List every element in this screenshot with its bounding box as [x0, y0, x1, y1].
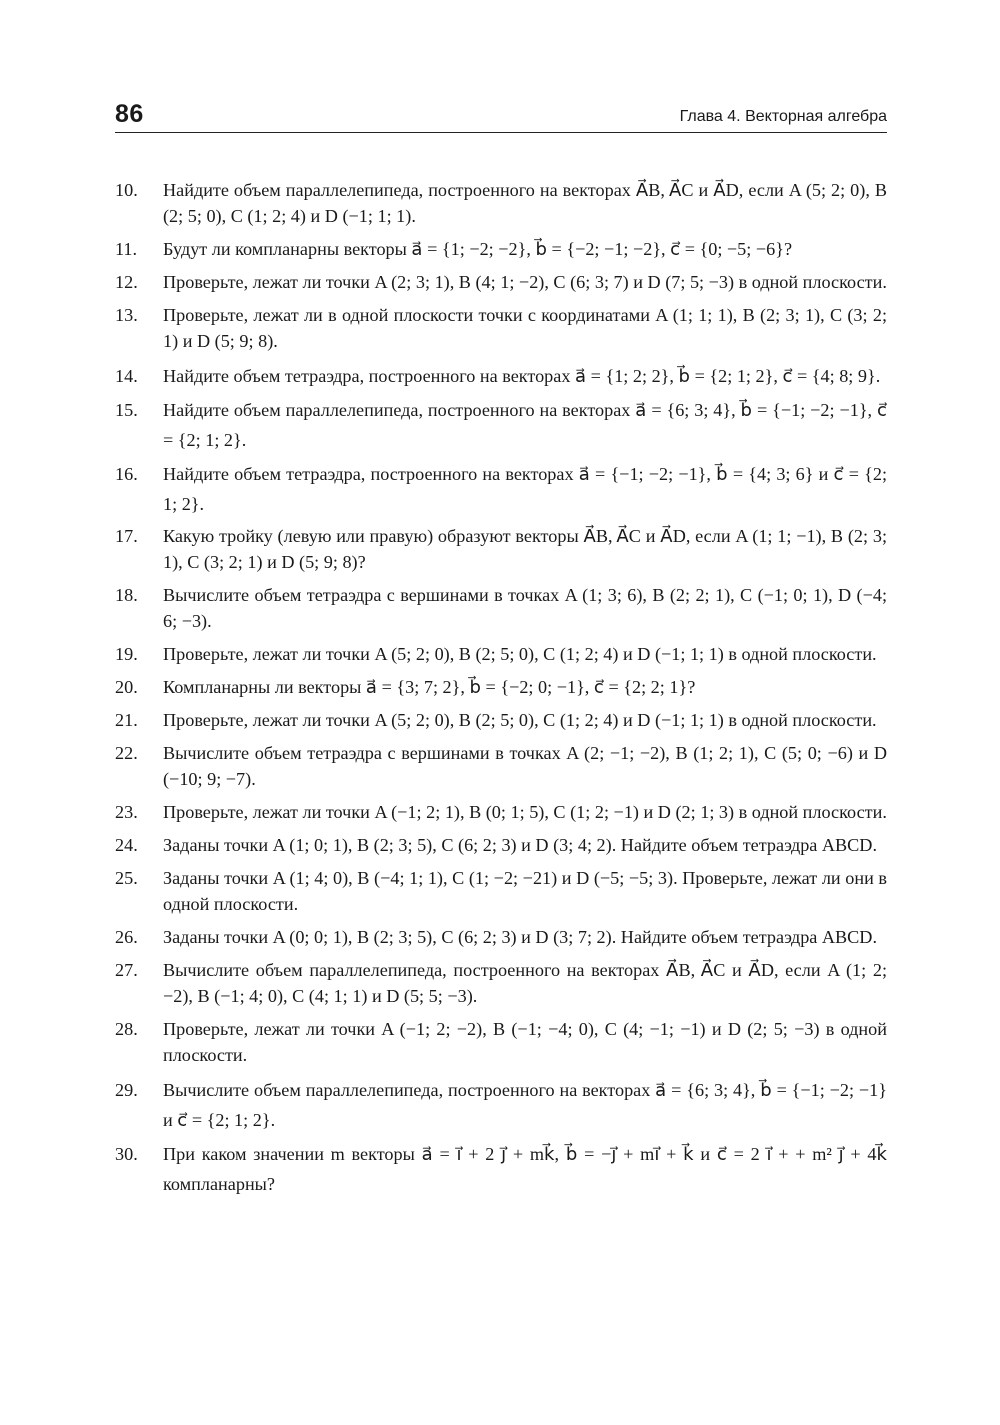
problem-text: Вычислите объем тетраэдра с вершинами в точках A (1; 3; 6), B (2; 2; 1), C (−1; 0; 1), D (−4; 6; −3).	[163, 585, 887, 631]
problem-number: 25.	[115, 868, 138, 888]
problem-text: Компланарны ли векторы a⃗ = {3; 7; 2}, b⃗ = {−2; 0; −1}, c⃗ = {2; 2; 1}?	[163, 677, 696, 697]
problem-text: Заданы точки A (1; 4; 0), B (−4; 1; 1), C (1; −2; −21) и D (−5; −5; 3). Проверьте, лежат ли они в одной плоскости.	[163, 868, 887, 914]
problem-text: Проверьте, лежат ли в одной плоскости точки с координатами A (1; 1; 1), B (2; 3; 1), C (3; 2; 1) и D (5; 9; 8).	[163, 305, 887, 351]
problem-item	[115, 832, 887, 858]
problem-item	[115, 865, 887, 917]
problem-text: Будут ли компланарны векторы a⃗ = {1; −2; −2}, b⃗ = {−2; −1; −2}, c⃗ = {0; −5; −6}?	[163, 239, 793, 259]
problem-number: 13.	[115, 305, 138, 325]
problem-number: 29.	[115, 1080, 138, 1100]
problem-item	[115, 177, 887, 229]
problem-text: Вычислите объем параллелепипеда, построенного на векторах A⃗B, A⃗C и A⃗D, если A (1; 2; −2), B (−1; 4; 0), C (4; 1; 1) и D (5; 5; −3).	[163, 960, 887, 1006]
problem-text: Проверьте, лежат ли точки A (2; 3; 1), B (4; 1; −2), C (6; 3; 7) и D (7; 5; −3) в одной плоскости.	[163, 272, 887, 292]
problem-item	[115, 641, 887, 667]
problem-number: 11.	[115, 239, 138, 259]
problem-item	[115, 395, 887, 455]
problem-text: Вычислите объем тетраэдра с вершинами в точках A (2; −1; −2), B (1; 2; 1), C (5; 0; −6) и D (−10; 9; −7).	[163, 743, 887, 789]
problem-item	[115, 799, 887, 825]
problem-text: При каком значении m векторы a⃗ = i⃗ + 2 j⃗ + mk⃗, b⃗ = −j⃗ + mi⃗ + k⃗ и c⃗ = 2 i⃗ + + m² j⃗ + 4k⃗ компланарны?	[163, 1144, 887, 1194]
problem-text: Найдите объем тетраэдра, построенного на векторах a⃗ = {−1; −2; −1}, b⃗ = {4; 3; 6} и c⃗ = {2; 1; 2}.	[163, 464, 887, 514]
problem-item	[115, 1016, 887, 1068]
problem-number: 10.	[115, 180, 138, 200]
problem-number: 21.	[115, 710, 138, 730]
chapter-title: Глава 4. Векторная алгебра	[679, 108, 887, 125]
problem-list	[115, 177, 887, 1203]
problem-text: Какую тройку (левую или правую) образуют векторы A⃗B, A⃗C и A⃗D, если A (1; 1; −1), B (2; 3; 1), C (3; 2; 1) и D (5; 9; 8)?	[163, 526, 887, 572]
problem-number: 18.	[115, 585, 138, 605]
problem-number: 22.	[115, 743, 138, 763]
problem-item	[115, 236, 887, 262]
problem-item	[115, 582, 887, 634]
problem-number: 19.	[115, 644, 138, 664]
problem-item	[115, 674, 887, 700]
problem-number: 12.	[115, 272, 138, 292]
problem-number: 24.	[115, 835, 138, 855]
problem-item	[115, 1075, 887, 1135]
problem-item	[115, 302, 887, 354]
problem-item	[115, 707, 887, 733]
problem-text: Проверьте, лежат ли точки A (−1; 2; 1), B (0; 1; 5), C (1; 2; −1) и D (2; 1; 3) в одной плоскости.	[163, 802, 887, 822]
problem-text: Найдите объем тетраэдра, построенного на векторах a⃗ = {1; 2; 2}, b⃗ = {2; 1; 2}, c⃗ = {4; 8; 9}.	[163, 366, 881, 386]
problem-item	[115, 361, 887, 391]
problem-text: Проверьте, лежат ли точки A (−1; 2; −2), B (−1; −4; 0), C (4; −1; −1) и D (2; 5; −3) в одной плоскости.	[163, 1019, 887, 1065]
problem-item	[115, 523, 887, 575]
problem-number: 27.	[115, 960, 138, 980]
problem-text: Проверьте, лежат ли точки A (5; 2; 0), B (2; 5; 0), C (1; 2; 4) и D (−1; 1; 1) в одной плоскости.	[163, 644, 877, 664]
problem-item	[115, 269, 887, 295]
problem-item	[115, 459, 887, 519]
problem-text: Найдите объем параллелепипеда, построенного на векторах a⃗ = {6; 3; 4}, b⃗ = {−1; −2; −1}, c⃗ = {2; 1; 2}.	[163, 400, 887, 450]
problem-number: 30.	[115, 1144, 138, 1164]
problem-number: 28.	[115, 1019, 138, 1039]
problem-item	[115, 1139, 887, 1199]
problem-text: Вычислите объем параллелепипеда, построенного на векторах a⃗ = {6; 3; 4}, b⃗ = {−1; −2; −1} и c⃗ = {2; 1; 2}.	[163, 1080, 887, 1130]
problem-item	[115, 740, 887, 792]
problem-item	[115, 957, 887, 1009]
problem-number: 20.	[115, 677, 138, 697]
problem-number: 14.	[115, 366, 138, 386]
page-number: 86	[115, 100, 144, 128]
problem-number: 17.	[115, 526, 138, 546]
page-header	[115, 98, 887, 133]
problem-text: Найдите объем параллелепипеда, построенного на векторах A⃗B, A⃗C и A⃗D, если A (5; 2; 0), B (2; 5; 0), C (1; 2; 4) и D (−1; 1; 1).	[163, 180, 887, 226]
problem-text: Заданы точки A (1; 0; 1), B (2; 3; 5), C (6; 2; 3) и D (3; 4; 2). Найдите объем тетраэдра ABCD.	[163, 835, 877, 855]
problem-text: Проверьте, лежат ли точки A (5; 2; 0), B (2; 5; 0), C (1; 2; 4) и D (−1; 1; 1) в одной плоскости.	[163, 710, 877, 730]
problem-number: 26.	[115, 927, 138, 947]
problem-number: 15.	[115, 400, 138, 420]
problem-text: Заданы точки A (0; 0; 1), B (2; 3; 5), C (6; 2; 3) и D (3; 7; 2). Найдите объем тетраэдра ABCD.	[163, 927, 877, 947]
problem-number: 16.	[115, 464, 138, 484]
problem-number: 23.	[115, 802, 138, 822]
problem-item	[115, 924, 887, 950]
